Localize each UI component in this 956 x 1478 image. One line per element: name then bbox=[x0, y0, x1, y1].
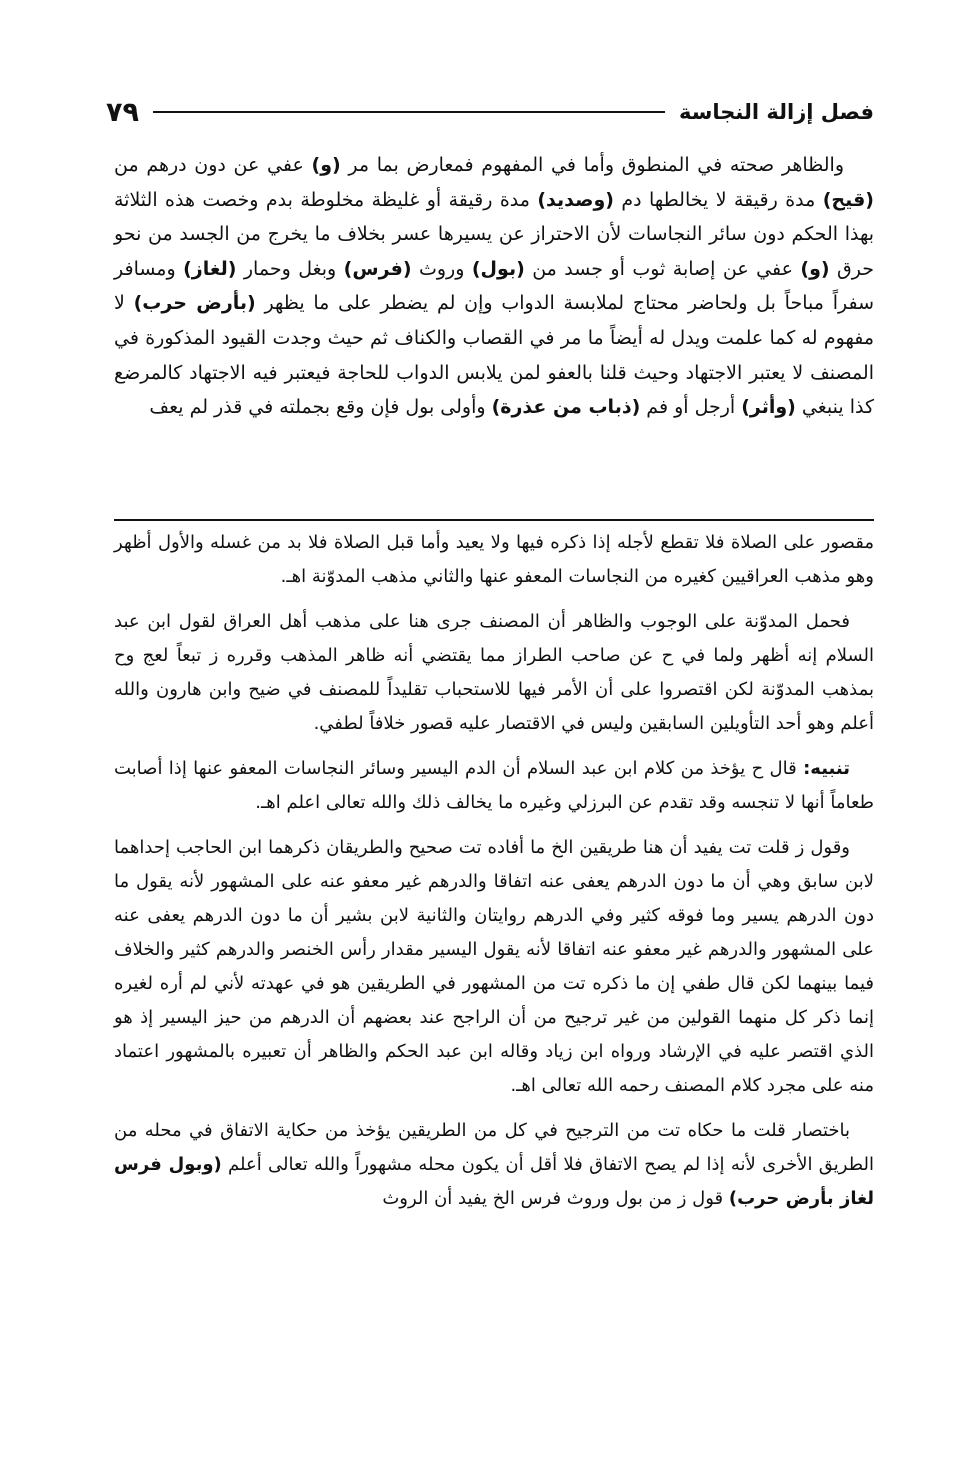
text-run: عفي عن دون درهم من bbox=[114, 154, 312, 176]
text-run: باختصار قلت ما حكاه تت من الترجيح في كل من الطريقين يؤخذ من حكاية الاتفاق في محله من الطريق الأخرى لأنه إذا لم يصح الاتفاق فلا أقل أن يكون محله مشهوراً والله تعالى أعلم bbox=[114, 1120, 874, 1175]
footnote-paragraph bbox=[114, 1114, 874, 1216]
tanbih-label: تنبيه: bbox=[803, 758, 850, 779]
text-run: قال ح يؤخذ من كلام ابن عبد السلام أن الدم اليسير وسائر النجاسات المعفو عنها إذا أصابت طعاماً أنها لا تنجسه وقد تقدم عن البرزلي وغيره ما يخالف ذلك والله تعالى اعلم اهـ. bbox=[114, 758, 874, 813]
footnote-paragraph bbox=[114, 752, 874, 820]
bold-term: (لغاز) bbox=[183, 257, 237, 280]
bold-term: (و) bbox=[311, 154, 341, 176]
text-run: أرجل أو فم bbox=[640, 396, 742, 419]
bold-term: (فرس) bbox=[343, 257, 412, 280]
text-run: والظاهر صحته في المنطوق وأما في المفهوم فمعارض بما مر bbox=[340, 154, 844, 176]
page-number: ٧٩ bbox=[106, 96, 139, 128]
text-run: مدة رقيقة أو غليظة مخلوطة بدم وخصت هذه الثلاثة بهذا الحكم دون سائر النجاسات لأن الاحتراز عن يسيرها عسر بخلاف ما يخرج من الجسد من نحو حرق bbox=[114, 188, 874, 280]
bold-term: (بول) bbox=[471, 257, 525, 280]
text-run: عفي عن إصابة ثوب أو جسد من bbox=[524, 257, 801, 280]
footnotes bbox=[114, 526, 874, 1227]
main-text bbox=[114, 148, 874, 425]
bold-term: (قيح) bbox=[822, 188, 874, 211]
page-header bbox=[106, 92, 874, 132]
text-run: ومسافر سفراً مباحاً بل ولحاضر محتاج لملابسة الدواب وإن لم يضطر على ما يظهر bbox=[114, 257, 874, 315]
text-run: وروث bbox=[411, 257, 472, 280]
text-run: قول ز من بول وروث فرس الخ يفيد أن الروث bbox=[382, 1188, 729, 1209]
bold-term: (بأرض حرب) bbox=[133, 292, 256, 315]
chapter-title: فصل إزالة النجاسة bbox=[679, 100, 874, 124]
bold-term: (و) bbox=[800, 257, 830, 280]
footnote-paragraph: وقول ز قلت تت يفيد أن هنا طريقين الخ ما أفاده تت صحيح والطريقان ذكرهما ابن الحاجب إحداهما لابن سابق وهي أن ما دون الدرهم يعفى عنه اتفاقا والدرهم غير معفو عنه على المشهور لأنه يقول ما دون الدرهم يسير وما فوقه كثير وفي الدرهم روايتان والثانية لابن بشير أن ما دون الدرهم يعفى عنه على المشهور والدرهم غير معفو عنه اتفاقا لأنه يقول اليسير مقدار رأس الخنصر والدرهم كثير والخلاف فيما بينهما لكن قال طفي إن ما ذكره تت من المشهور في الطريقين هو في عهدته لأني لم أره لغيره إنما ذكر كل منهما القولين من غير ترجيح من أن الراجح عند بعضهم أن الدرهم من حيز اليسير إذ هو الذي اقتصر عليه في الإرشاد ورواه ابن زياد وقاله ابن عبد الحكم والظاهر أن تعبيره بالمشهور اعتماد منه على مجرد كلام المصنف رحمه الله تعالى اهـ. bbox=[114, 837, 874, 1096]
bold-term: (وصديد) bbox=[537, 188, 614, 211]
bold-term: (ذباب من عذرة) bbox=[491, 396, 641, 419]
text-run: لا مفهوم له كما علمت ويدل له أيضاً ما مر في القصاب والكناف ثم حيث وجدت القيود المذكورة في المصنف لا يعتبر الاجتهاد وحيث قلنا بالعفو لمن يلابس الدواب للحاجة فيعتبر فيه الاجتهاد كالمرضع كذا ينبغي bbox=[114, 292, 874, 419]
footnote-paragraph: مقصور على الصلاة فلا تقطع لأجله إذا ذكره فيها ولا يعيد وأما قبل الصلاة فلا بد من غسله والأول أظهر وهو مذهب العراقيين كغيره من النجاسات المعفو عنها والثاني مذهب المدوّنة اهـ. bbox=[114, 532, 874, 587]
footnote-divider bbox=[114, 519, 874, 521]
bold-term: (وأثر) bbox=[741, 396, 796, 419]
bold-term: (وبول فرس لغاز بأرض حرب) bbox=[114, 1154, 874, 1209]
text-run: وبغل وحمار bbox=[236, 257, 344, 280]
text-run: وأولى بول فإن وقع بجملته في قذر لم يعف bbox=[149, 396, 492, 419]
main-paragraph bbox=[114, 148, 874, 425]
footnote-paragraph: فحمل المدوّنة على الوجوب والظاهر أن المصنف جرى هنا على مذهب أهل العراق لقول ابن عبد السلام إنه أظهر ولما في ح عن صاحب الطراز مما يقتضي أنه ظاهر المذهب وقرره ز تبعاً لعج وح بمذهب المدوّنة لكن اقتصروا على أن الأمر فيها للاستحباب تقليداً للمصنف في ضيح وابن هارون والله أعلم وهو أحد التأويلين السابقين وليس في الاقتصار عليه قصور خلافاً لطفي. bbox=[114, 611, 874, 734]
text-run: مدة رقيقة لا يخالطها دم bbox=[613, 188, 823, 211]
header-rule bbox=[153, 111, 665, 113]
